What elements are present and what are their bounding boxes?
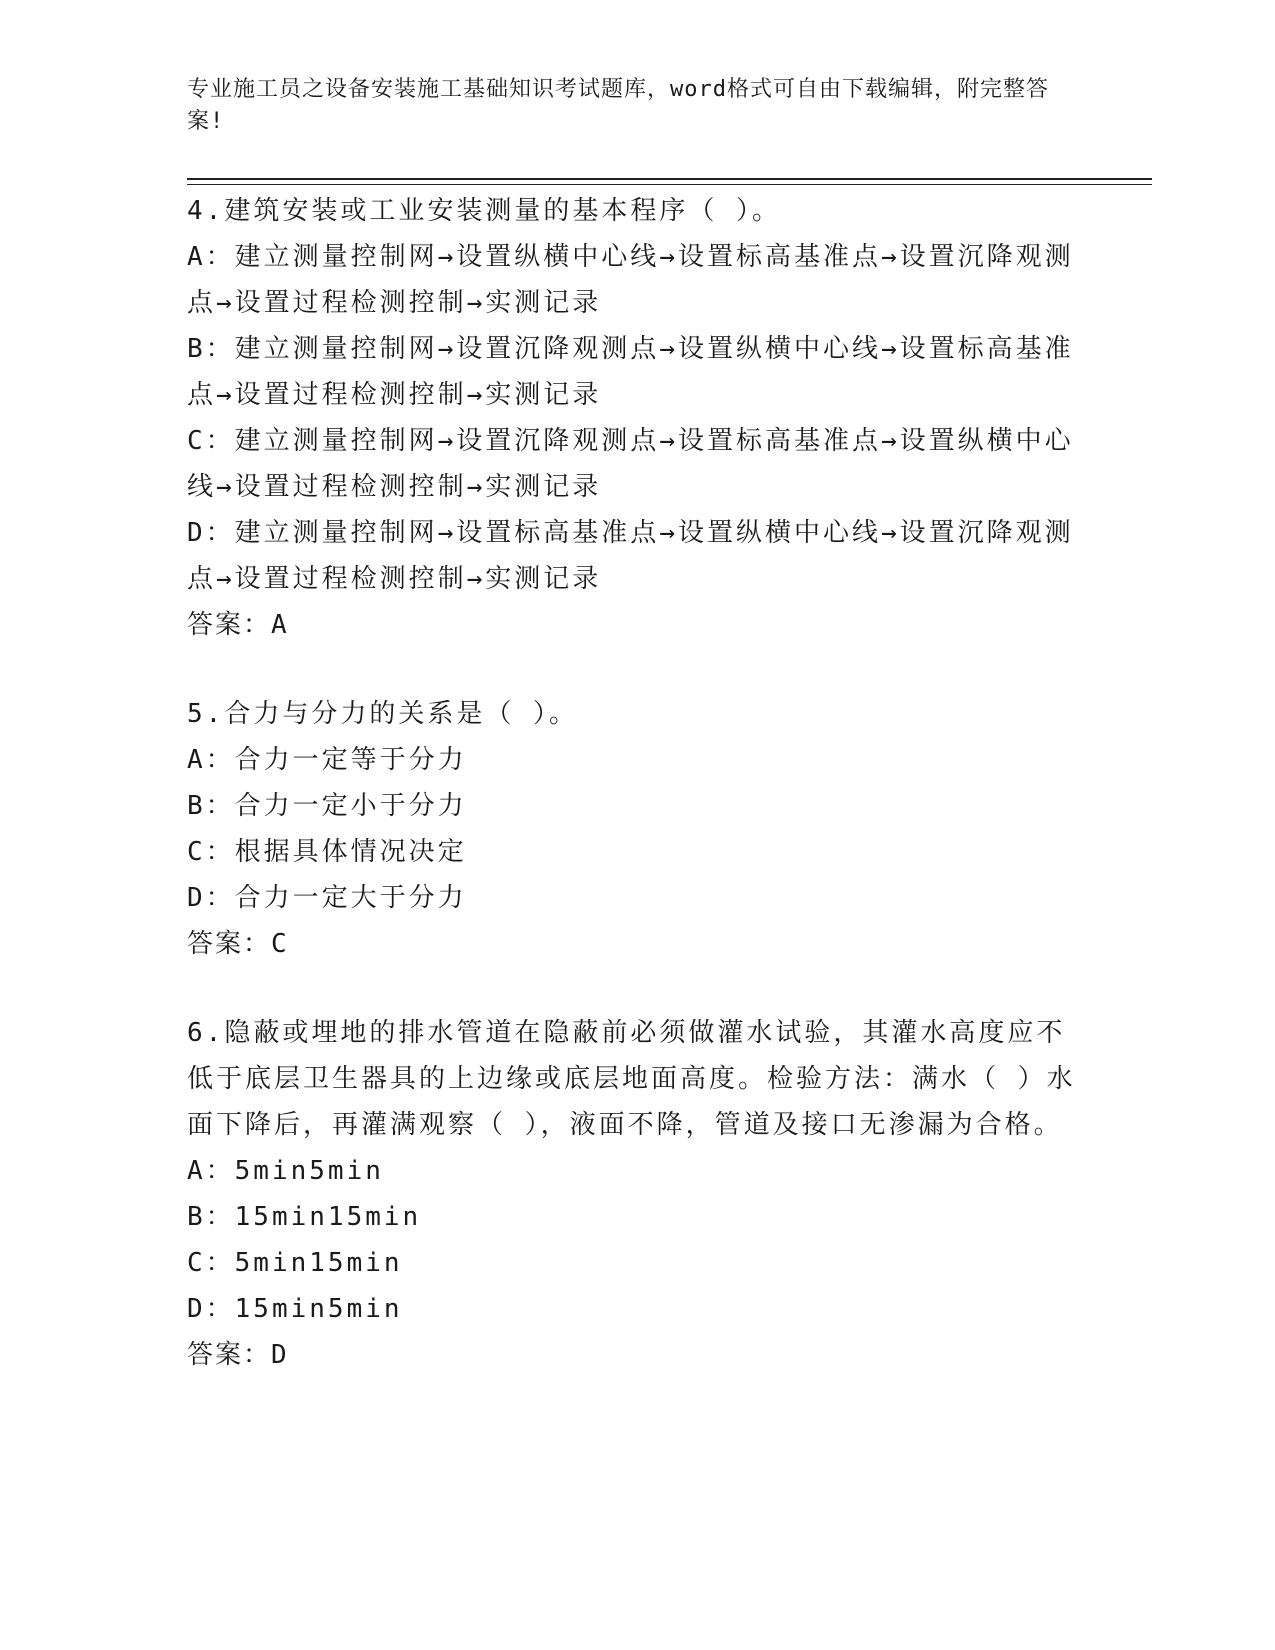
option-d: D：建立测量控制网→设置标高基准点→设置纵横中心线→设置沉降观测点→设置过程检测控制→实测记录: [187, 518, 1074, 594]
answer: 答案：C: [187, 929, 289, 959]
question-4: [187, 188, 1077, 648]
option-d: D：15min5min: [187, 1294, 403, 1324]
question-number: 5.: [187, 699, 225, 729]
answer: 答案：A: [187, 610, 289, 640]
option-d: D：合力一定大于分力: [187, 883, 467, 913]
header-divider-thick: [187, 178, 1152, 180]
question-text: 合力与分力的关系是（ ）。: [224, 699, 578, 729]
question-number: 4.: [187, 196, 225, 226]
question-5: [187, 691, 1077, 967]
question-stem: [187, 188, 1077, 234]
question-stem: [187, 691, 1077, 737]
option-b: B：15min15min: [187, 1202, 422, 1232]
option-c: C：根据具体情况决定: [187, 837, 467, 867]
question-number: 6.: [187, 1018, 225, 1048]
document-header: [187, 74, 1067, 138]
question-stem: [187, 1010, 1077, 1148]
option-a: A：合力一定等于分力: [187, 745, 467, 775]
option-b: B：建立测量控制网→设置沉降观测点→设置纵横中心线→设置标高基准点→设置过程检测控制→实测记录: [187, 334, 1074, 410]
option-a: A：建立测量控制网→设置纵横中心线→设置标高基准点→设置沉降观测点→设置过程检测控制→实测记录: [187, 242, 1074, 318]
header-divider-thin: [187, 184, 1152, 185]
question-text: 隐蔽或埋地的排水管道在隐蔽前必须做灌水试验，其灌水高度应不低于底层卫生器具的上边缘或底层地面高度。检验方法：满水（ ）水面下降后，再灌满观察（ ），液面不降，管道及接口无渗漏为合格。: [187, 1018, 1076, 1140]
option-c: C：5min15min: [187, 1248, 403, 1278]
option-b: B：合力一定小于分力: [187, 791, 467, 821]
answer: 答案：D: [187, 1340, 289, 1370]
question-text: 建筑安装或工业安装测量的基本程序（ ）。: [224, 196, 781, 226]
option-a: A：5min5min: [187, 1156, 384, 1186]
header-title: 专业施工员之设备安装施工基础知识考试题库，word格式可自由下载编辑，附完整答案!: [187, 77, 1049, 134]
option-c: C：建立测量控制网→设置沉降观测点→设置标高基准点→设置纵横中心线→设置过程检测控制→实测记录: [187, 426, 1074, 502]
question-6: [187, 1010, 1077, 1378]
